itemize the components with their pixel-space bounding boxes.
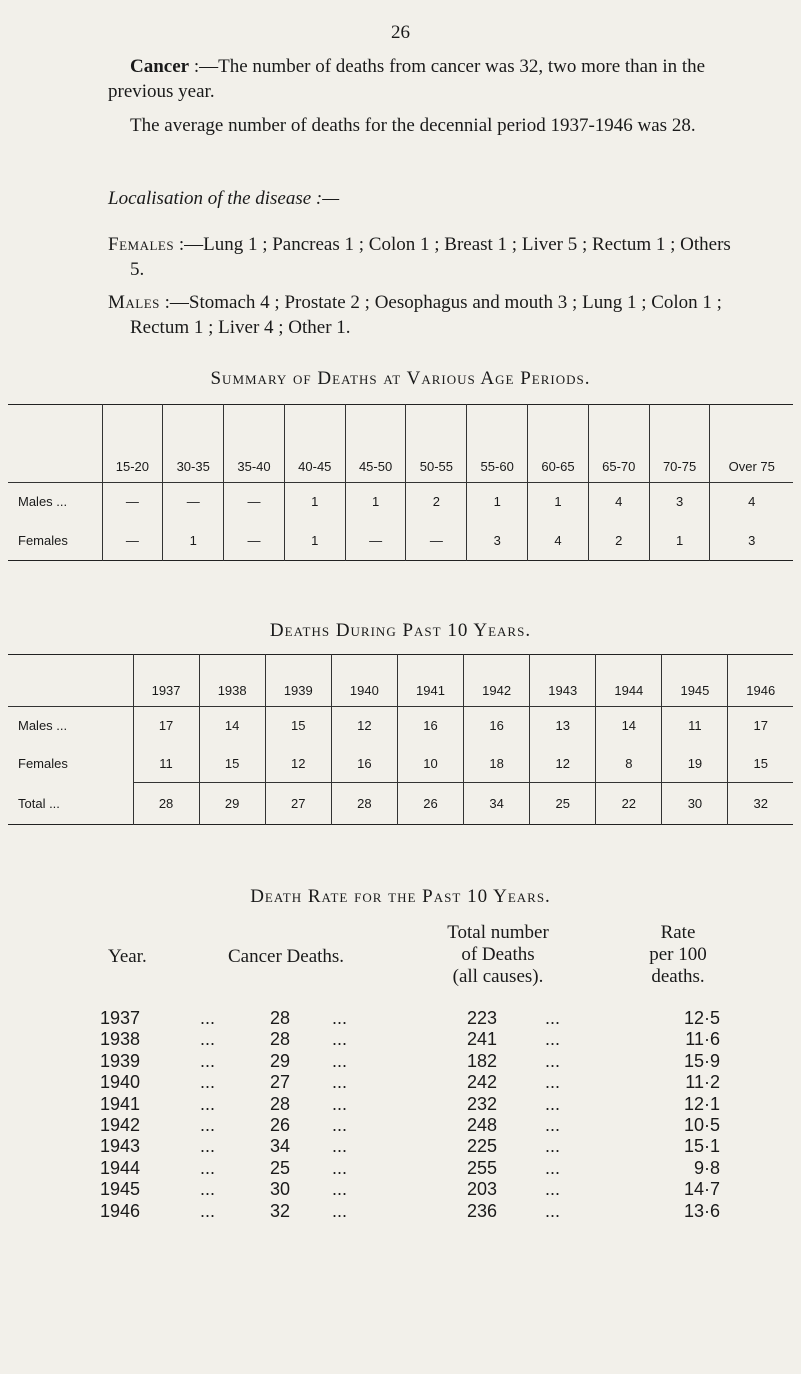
page-number: 26 bbox=[391, 22, 410, 43]
age_summary-cell: 1 bbox=[284, 521, 345, 561]
leader-dots: ... bbox=[545, 1008, 561, 1028]
ten_years-cell: 16 bbox=[397, 707, 463, 745]
ten-years-table bbox=[8, 654, 793, 825]
rate-row bbox=[100, 1051, 720, 1073]
cancer-label: Cancer bbox=[130, 56, 190, 77]
ten_years-cell: 26 bbox=[397, 783, 463, 825]
ten_years-cell: 12 bbox=[265, 745, 331, 783]
rate-head-rate-line3: deaths. bbox=[651, 966, 705, 987]
age_summary-cell: — bbox=[224, 483, 285, 521]
leader-dots: ... bbox=[200, 1200, 216, 1221]
rate-cancer: 34 bbox=[270, 1136, 291, 1157]
leader-dots: ... bbox=[200, 1072, 216, 1093]
ten_years-cell: 16 bbox=[331, 745, 397, 783]
leader-dots: ... bbox=[200, 1093, 216, 1114]
ten_years-cell: 25 bbox=[530, 783, 596, 825]
rate-year: 1945 bbox=[100, 1179, 141, 1200]
males-label: Males bbox=[108, 292, 160, 313]
rate-total: 182 bbox=[467, 1050, 498, 1071]
leader-dots: ... bbox=[332, 1029, 348, 1050]
ten_years-col-header: 1944 bbox=[596, 655, 662, 707]
males-text: :—Stomach 4 ; Prostate 2 ; Oesophagus and mouth 3 ; Lung 1 ; Colon 1 ; Rectum 1 ; Liver 4 ; Other 1. bbox=[130, 292, 722, 338]
rate-total: 203 bbox=[467, 1179, 498, 1200]
age_summary-col-header: Over 75 bbox=[710, 405, 793, 483]
rate-year: 1941 bbox=[100, 1093, 141, 1114]
leader-dots: ... bbox=[200, 1050, 216, 1071]
age_summary-col-header: 45-50 bbox=[345, 405, 406, 483]
rate-cancer: 28 bbox=[270, 1029, 291, 1050]
age_summary-row-label: Males ... bbox=[18, 494, 68, 510]
rate-rate: 11·2 bbox=[685, 1072, 720, 1093]
females-paragraph bbox=[108, 232, 748, 282]
rate-total: 241 bbox=[467, 1029, 498, 1050]
males-paragraph bbox=[108, 290, 748, 340]
leader-dots: ... bbox=[545, 1115, 561, 1135]
age_summary-cell: 1 bbox=[528, 483, 589, 521]
leader-dots: ... bbox=[332, 1072, 348, 1093]
age_summary-cell: 4 bbox=[710, 483, 793, 521]
age_summary-row bbox=[8, 521, 793, 561]
average-paragraph: The average number of deaths for the decennial period 1937-1946 was 28. bbox=[130, 115, 696, 136]
ten_years-cell: 18 bbox=[464, 745, 530, 783]
ten_years-row-label: Females bbox=[18, 756, 68, 771]
age_summary-cell: 3 bbox=[710, 521, 793, 561]
leader-dots: ... bbox=[545, 1179, 561, 1200]
cancer-paragraph bbox=[108, 54, 748, 104]
rate-rate: 12·5 bbox=[683, 1008, 720, 1028]
rate-total: 232 bbox=[467, 1093, 498, 1114]
rate-year: 1946 bbox=[100, 1200, 141, 1221]
ten_years-cell: 12 bbox=[530, 745, 596, 783]
ten_years-row bbox=[8, 783, 793, 825]
localisation-title: Localisation of the disease :— bbox=[108, 188, 340, 209]
rate-cancer: 25 bbox=[270, 1157, 291, 1178]
ten-corner bbox=[8, 655, 133, 707]
leader-dots: ... bbox=[332, 1200, 348, 1221]
age_summary-col-header: 70-75 bbox=[649, 405, 710, 483]
leader-dots: ... bbox=[332, 1157, 348, 1178]
rate-total: 223 bbox=[467, 1008, 498, 1028]
rate-row bbox=[100, 1201, 720, 1223]
leader-dots: ... bbox=[545, 1200, 561, 1221]
ten_years-cell: 27 bbox=[265, 783, 331, 825]
ten_years-col-header: 1939 bbox=[265, 655, 331, 707]
rate-head-total bbox=[408, 922, 588, 988]
rate-rate: 14·7 bbox=[683, 1179, 720, 1200]
rate-rate: 15·1 bbox=[683, 1136, 720, 1157]
age_summary-cell: 1 bbox=[467, 483, 528, 521]
ten_years-row bbox=[8, 745, 793, 783]
cancer-text: :—The number of deaths from cancer was 32, two more than in the previous year. bbox=[108, 56, 706, 102]
age_summary-cell: 2 bbox=[588, 521, 649, 561]
age_summary-cell: — bbox=[102, 483, 163, 521]
age_summary-cell: — bbox=[102, 521, 163, 561]
rate-row bbox=[100, 1136, 720, 1158]
leader-dots: ... bbox=[545, 1157, 561, 1178]
age_summary-col-header: 60-65 bbox=[528, 405, 589, 483]
rate-row bbox=[100, 1179, 720, 1201]
ten_years-col-header: 1946 bbox=[728, 655, 793, 707]
ten_years-cell: 12 bbox=[331, 707, 397, 745]
ten-years-title: Deaths During Past 10 Years. bbox=[269, 620, 532, 641]
ten_years-cell: 28 bbox=[133, 783, 199, 825]
ten_years-cell: 8 bbox=[596, 745, 662, 783]
leader-dots: ... bbox=[332, 1179, 348, 1200]
age_summary-col-header: 40-45 bbox=[284, 405, 345, 483]
rate-rate: 12·1 bbox=[683, 1093, 720, 1114]
ten_years-cell: 10 bbox=[397, 745, 463, 783]
ten_years-cell: 29 bbox=[199, 783, 265, 825]
age_summary-col-header: 55-60 bbox=[467, 405, 528, 483]
age_summary-cell: — bbox=[406, 521, 467, 561]
leader-dots: ... bbox=[200, 1008, 216, 1028]
rate-head-cancer: Cancer Deaths. bbox=[228, 946, 345, 967]
rate-row bbox=[100, 1029, 720, 1051]
age_summary-cell: — bbox=[345, 521, 406, 561]
age-summary-title: Summary of Deaths at Various Age Periods. bbox=[210, 368, 591, 389]
age_summary-cell: 1 bbox=[163, 521, 224, 561]
ten_years-cell: 17 bbox=[133, 707, 199, 745]
rate-row bbox=[100, 1072, 720, 1094]
leader-dots: ... bbox=[200, 1136, 216, 1157]
rate-year: 1937 bbox=[100, 1008, 141, 1028]
rate-head-total-line2: of Deaths bbox=[461, 944, 535, 965]
leader-dots: ... bbox=[545, 1072, 561, 1093]
leader-dots: ... bbox=[200, 1157, 216, 1178]
rate-row bbox=[100, 1008, 720, 1030]
ten_years-cell: 11 bbox=[662, 707, 728, 745]
rate-cancer: 27 bbox=[270, 1072, 291, 1093]
rate-year: 1944 bbox=[100, 1157, 141, 1178]
ten_years-cell: 30 bbox=[662, 783, 728, 825]
leader-dots: ... bbox=[332, 1050, 348, 1071]
age_summary-col-header: 15-20 bbox=[102, 405, 163, 483]
age_summary-col-header: 50-55 bbox=[406, 405, 467, 483]
rate-total: 242 bbox=[467, 1072, 498, 1093]
ten_years-cell: 17 bbox=[728, 707, 793, 745]
age_summary-col-header: 65-70 bbox=[588, 405, 649, 483]
rate-cancer: 28 bbox=[270, 1008, 291, 1028]
ten_years-cell: 15 bbox=[199, 745, 265, 783]
leader-dots: ... bbox=[545, 1136, 561, 1157]
leader-dots: ... bbox=[332, 1136, 348, 1157]
rate-year: 1939 bbox=[100, 1050, 141, 1071]
age_summary-cell: 2 bbox=[406, 483, 467, 521]
rate-head-rate bbox=[628, 922, 728, 988]
leader-dots: ... bbox=[200, 1115, 216, 1135]
rate-rate: 13·6 bbox=[683, 1200, 720, 1221]
ten_years-col-header: 1941 bbox=[397, 655, 463, 707]
age-summary-table bbox=[8, 404, 793, 561]
rate-cancer: 29 bbox=[270, 1050, 291, 1071]
age_summary-cell: 1 bbox=[649, 521, 710, 561]
rate-row bbox=[100, 1158, 720, 1180]
ten_years-col-header: 1938 bbox=[199, 655, 265, 707]
leader-dots: ... bbox=[332, 1115, 348, 1135]
rate-year: 1940 bbox=[100, 1072, 141, 1093]
ten_years-cell: 13 bbox=[530, 707, 596, 745]
ten_years-cell: 19 bbox=[662, 745, 728, 783]
rate-year: 1938 bbox=[100, 1029, 141, 1050]
rate-row bbox=[100, 1115, 720, 1137]
leader-dots: ... bbox=[332, 1008, 348, 1028]
leader-dots: ... bbox=[200, 1029, 216, 1050]
rate-cancer: 28 bbox=[270, 1093, 291, 1114]
age_summary-cell: 1 bbox=[284, 483, 345, 521]
rate-total: 255 bbox=[467, 1157, 498, 1178]
ten_years-cell: 32 bbox=[728, 783, 793, 825]
rate-rate: 15·9 bbox=[683, 1050, 720, 1071]
ten_years-col-header: 1943 bbox=[530, 655, 596, 707]
ten_years-cell: 14 bbox=[199, 707, 265, 745]
ten_years-cell: 16 bbox=[464, 707, 530, 745]
females-label: Females bbox=[108, 234, 175, 255]
ten_years-row-label: Males ... bbox=[18, 718, 68, 734]
rate-rate: 10·5 bbox=[683, 1115, 720, 1135]
ten_years-row bbox=[8, 707, 793, 745]
ten_years-cell: 14 bbox=[596, 707, 662, 745]
ten_years-cell: 28 bbox=[331, 783, 397, 825]
age-corner bbox=[8, 405, 102, 483]
age_summary-cell: — bbox=[163, 483, 224, 521]
leader-dots: ... bbox=[545, 1050, 561, 1071]
age_summary-row bbox=[8, 483, 793, 521]
ten_years-col-header: 1937 bbox=[133, 655, 199, 707]
ten_years-row-label: Total ... bbox=[18, 795, 60, 811]
rate-head-rate-line1: Rate bbox=[660, 922, 696, 943]
ten_years-cell: 22 bbox=[596, 783, 662, 825]
rate-head-total-line1: Total number bbox=[447, 922, 549, 943]
rate-head-year: Year. bbox=[108, 946, 147, 967]
leader-dots: ... bbox=[545, 1029, 561, 1050]
females-text: :—Lung 1 ; Pancreas 1 ; Colon 1 ; Breast 1 ; Liver 5 ; Rectum 1 ; Others 5. bbox=[130, 234, 731, 280]
ten_years-col-header: 1942 bbox=[464, 655, 530, 707]
rate-year: 1942 bbox=[100, 1115, 141, 1135]
rate-total: 248 bbox=[467, 1115, 498, 1135]
rate-total: 236 bbox=[467, 1200, 498, 1221]
rate-cancer: 30 bbox=[270, 1179, 291, 1200]
rate-head-total-line3: (all causes). bbox=[452, 966, 544, 987]
ten_years-col-header: 1945 bbox=[662, 655, 728, 707]
ten_years-cell: 11 bbox=[133, 745, 199, 783]
rate-rate: 11·6 bbox=[685, 1029, 720, 1050]
age_summary-cell: 4 bbox=[528, 521, 589, 561]
leader-dots: ... bbox=[200, 1179, 216, 1200]
leader-dots: ... bbox=[332, 1093, 348, 1114]
rate-head-rate-line2: per 100 bbox=[649, 944, 707, 965]
rate-year: 1943 bbox=[100, 1136, 141, 1157]
rate-rate: 9·8 bbox=[693, 1157, 720, 1178]
age_summary-cell: — bbox=[224, 521, 285, 561]
ten_years-cell: 15 bbox=[265, 707, 331, 745]
leader-dots: ... bbox=[545, 1093, 561, 1114]
age_summary-cell: 3 bbox=[649, 483, 710, 521]
ten_years-cell: 34 bbox=[464, 783, 530, 825]
age_summary-col-header: 30-35 bbox=[163, 405, 224, 483]
age_summary-cell: 4 bbox=[588, 483, 649, 521]
age_summary-row-label: Females bbox=[18, 532, 68, 548]
age_summary-col-header: 35-40 bbox=[224, 405, 285, 483]
rate-cancer: 26 bbox=[270, 1115, 291, 1135]
rate-row bbox=[100, 1094, 720, 1116]
age_summary-cell: 3 bbox=[467, 521, 528, 561]
age_summary-cell: 1 bbox=[345, 483, 406, 521]
death-rate-title: Death Rate for the Past 10 Years. bbox=[250, 886, 551, 907]
rate-cancer: 32 bbox=[270, 1200, 291, 1221]
rate-total: 225 bbox=[467, 1136, 498, 1157]
ten_years-col-header: 1940 bbox=[331, 655, 397, 707]
ten_years-cell: 15 bbox=[728, 745, 793, 783]
